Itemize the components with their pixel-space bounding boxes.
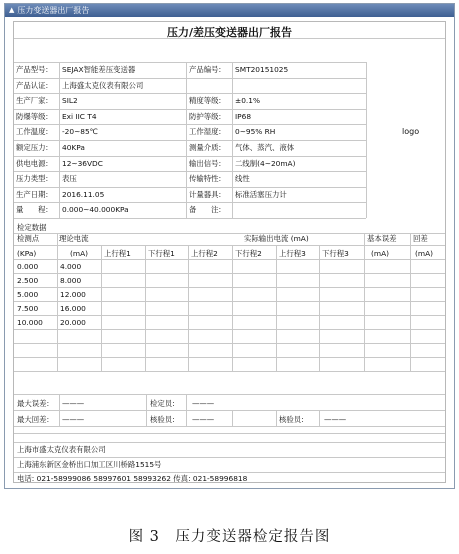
subheader-5: 上行程3 [279, 249, 306, 258]
info-value: 40KPa [62, 143, 85, 152]
info-label: 工作湿度: [189, 127, 222, 137]
info-value: 12~36VDC [62, 158, 103, 168]
verifier-value: ——— [192, 399, 215, 408]
app-warning-icon: ▲ [9, 6, 15, 14]
unit-theory: (mA) [70, 249, 89, 258]
inspection-point-cell: 0.000 [17, 262, 39, 271]
unit-basic-error: (mA) [371, 249, 390, 258]
company-logo: logo [402, 127, 420, 136]
unit-point: (KPa) [17, 249, 37, 258]
subheader-6: 下行程3 [322, 249, 349, 258]
info-value: 2016.11.05 [62, 189, 105, 199]
inspection-theory-cell: 8.000 [60, 276, 82, 285]
info-value: 上海盛太克仪表有限公司 [62, 80, 144, 90]
info-value: IP68 [235, 111, 252, 121]
inspection-point-cell: 7.500 [17, 304, 39, 313]
info-value: 气体、蒸汽、液体 [235, 143, 295, 152]
max-error-label: 最大误差: [17, 399, 50, 408]
info-value: 0~95% RH [235, 127, 276, 137]
info-value: 表压 [62, 174, 77, 184]
info-label: 防爆等级: [16, 111, 49, 121]
approver-label: 核验员: [279, 415, 304, 424]
info-label: 额定压力: [16, 143, 49, 152]
unit-return-diff: (mA) [415, 249, 434, 258]
footer-contact: 电话: 021-58999086 58997601 58993262 传真: 021-58996818 [17, 474, 248, 483]
info-value: 二线制(4~20mA) [235, 158, 296, 168]
report-sheet [13, 21, 446, 483]
footer-address: 上海浦东新区金桥出口加工区川桥路1515号 [17, 460, 162, 469]
inspection-point-cell: 5.000 [17, 290, 39, 299]
header-return-diff: 回差 [413, 234, 428, 243]
info-label: 传输特性: [189, 174, 222, 184]
info-value: SMT20151025 [235, 65, 289, 74]
subheader-1: 上行程1 [104, 249, 131, 258]
info-label: 生产厂家: [16, 96, 49, 106]
report-title: 压力/差压变送器出厂报告 [166, 26, 293, 39]
inspection-theory-cell: 4.000 [60, 262, 82, 271]
info-label: 产品型号: [16, 65, 49, 74]
info-label: 测量介质: [189, 143, 222, 152]
inspection-theory-cell: 12.000 [60, 290, 86, 299]
info-label: 供电电源: [16, 158, 49, 168]
info-value: 0.000~40.000KPa [62, 205, 129, 215]
info-value: -20~85℃ [62, 127, 98, 137]
window-title: 压力变送器出厂报告 [17, 6, 90, 15]
info-label: 计量器具: [189, 189, 222, 199]
info-label: 输出信号: [189, 158, 222, 168]
inspection-theory-cell: 20.000 [60, 318, 86, 327]
max-return-label: 最大回差: [17, 415, 50, 424]
info-label: 防护等级: [189, 111, 222, 121]
header-basic-error: 基本误差 [367, 234, 397, 243]
info-value: ±0.1% [235, 96, 260, 106]
subheader-3: 上行程2 [191, 249, 218, 258]
checker-value: ——— [192, 415, 215, 424]
inspection-theory-cell: 16.000 [60, 304, 86, 313]
info-label: 产品编号: [189, 65, 222, 74]
info-label: 备 注: [189, 205, 222, 215]
subheader-4: 下行程2 [235, 249, 262, 258]
info-value: SIL2 [62, 96, 78, 106]
report-window [4, 3, 455, 489]
approver-value: ——— [324, 415, 347, 424]
info-label: 工作温度: [16, 127, 49, 137]
info-value: 线性 [235, 174, 250, 184]
info-label: 压力类型: [16, 174, 49, 184]
info-label: 生产日期: [16, 189, 49, 199]
figure-caption: 图 3 压力变送器检定报告图 [128, 529, 331, 545]
info-label: 产品认证: [16, 80, 49, 90]
info-value: SEJAX智能差压变送器 [62, 65, 136, 74]
info-label: 精度等级: [189, 96, 222, 106]
max-return-value: ——— [62, 415, 85, 424]
info-value: 标准活塞压力计 [235, 189, 287, 199]
inspection-point-cell: 10.000 [17, 318, 43, 327]
header-point: 检测点 [17, 234, 40, 243]
verifier-label: 检定员: [150, 399, 175, 408]
info-label: 量 程: [16, 205, 49, 215]
inspection-point-cell: 2.500 [17, 276, 39, 285]
subheader-2: 下行程1 [148, 249, 175, 258]
max-error-value: ——— [62, 399, 85, 408]
footer-company: 上海市盛太克仪表有限公司 [17, 445, 106, 454]
info-value: Exi IIC T4 [62, 111, 97, 121]
checker-label: 核验员: [150, 415, 175, 424]
window-titlebar [5, 4, 454, 17]
header-actual-current: 实际输出电流 (mA) [244, 234, 309, 243]
header-theory: 理论电流 [59, 234, 89, 243]
inspection-section-title: 检定数据 [17, 223, 47, 232]
